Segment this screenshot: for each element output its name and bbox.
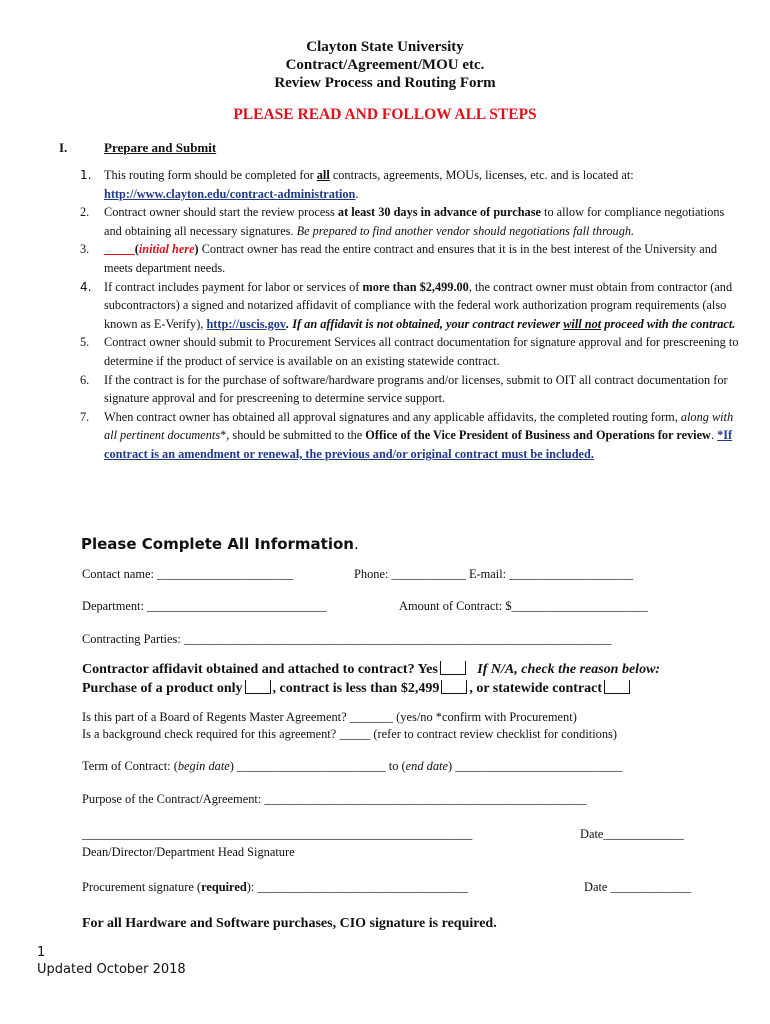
- amendment-note-link[interactable]: *If contract is an amendment or renewal, the previous and/or original contract must be included.: [104, 428, 733, 461]
- step-text: When contract owner has obtained all approval signatures and any applicable affidavits, the completed routing form, along with all pertinent documents*, should be submitted to the Office of the Vice President of Business and Operations for review. *If contract is an amendment or renewal, the previous and/or original contract must be included.: [104, 409, 734, 461]
- step-3: [80, 240, 740, 277]
- contract-admin-link[interactable]: http://www.clayton.edu/contract-administration: [104, 186, 356, 201]
- purpose-field[interactable]: Purpose of the Contract/Agreement: ____________________________________________________: [82, 792, 587, 806]
- updated-date: Updated October 2018: [37, 962, 186, 977]
- dean-signature-line[interactable]: _______________________________________________________________: [82, 827, 473, 841]
- step-1: [80, 166, 740, 203]
- product-only-box[interactable]: [245, 680, 271, 694]
- notice-heading: PLEASE READ AND FOLLOW ALL STEPS: [233, 106, 537, 123]
- step-text: If contract includes payment for labor or services of more than $2,499.00, the contract owner must obtain from contractor (and subcontractors) a signed and notarized affidavit of compliance with the federal work authorization program requirements (also known as E-Verify), http://uscis.gov. If an affidavit is not obtained, your contract reviewer will not proceed with the contract.: [104, 279, 736, 331]
- step-number: 1.: [80, 168, 92, 182]
- step-text: Contract owner should submit to Procurement Services all contract documentation for signature approval and for prescreening to determine if the product of service is available on an existing statewide contract.: [104, 335, 739, 368]
- affidavit-yes-box[interactable]: [440, 661, 466, 675]
- document-title: Clayton State University: [306, 39, 464, 55]
- department-field[interactable]: Department: _____________________________: [82, 599, 327, 613]
- form-heading: Please Complete All Information.: [81, 535, 359, 553]
- section-number: I.: [59, 140, 68, 155]
- document-subtitle-2: Review Process and Routing Form: [274, 75, 496, 91]
- background-check-question[interactable]: Is a background check required for this agreement? _____ (refer to contract review checklist for conditions): [82, 727, 617, 741]
- procurement-signature-field[interactable]: Procurement signature (required): __________________________________: [82, 880, 469, 894]
- section-title: Prepare and Submit: [104, 140, 217, 155]
- uscis-link[interactable]: http://uscis.gov: [206, 316, 287, 331]
- step-text: _____(initial here) Contract owner has read the entire contract and ensures that it is in the best interest of the University and meets department needs.: [104, 242, 718, 275]
- term-field[interactable]: Term of Contract: (begin date) ________________________ to (end date) ___________________________: [82, 759, 623, 773]
- initial-here-field[interactable]: _____: [104, 242, 135, 257]
- step-number: 5.: [80, 335, 90, 350]
- less-than-box[interactable]: [441, 680, 467, 694]
- cio-note: For all Hardware and Software purchases, CIO signature is required.: [82, 916, 497, 931]
- step-5: [80, 333, 740, 370]
- procurement-date-field[interactable]: Date _____________: [584, 880, 692, 894]
- amount-field[interactable]: Amount of Contract: $______________________: [399, 599, 648, 613]
- step-4: [80, 278, 740, 334]
- step-text: If the contract is for the purchase of software/hardware programs and/or licenses, submit to OIT all contract documentation for signature approval and for prescreening to determine service support.: [104, 372, 728, 406]
- contact-name-field[interactable]: Contact name: ______________________: [82, 567, 294, 581]
- step-number: 6.: [80, 372, 90, 387]
- affidavit-reasons: Purchase of a product only , contract is less than $2,499 , or statewide contract: [82, 680, 632, 697]
- step-number: 4.: [80, 279, 92, 294]
- dean-date-field[interactable]: Date_____________: [580, 827, 684, 841]
- step-6: [80, 371, 740, 408]
- step-number: 3.: [80, 242, 90, 257]
- contracting-parties-field[interactable]: Contracting Parties: _____________________________________________________________________: [82, 632, 612, 646]
- affidavit-question: Contractor affidavit obtained and attached to contract? Yes If N/A, check the reason below:: [82, 662, 661, 677]
- step-2: [80, 203, 740, 240]
- dean-signature-label: Dean/Director/Department Head Signature: [82, 845, 295, 859]
- statewide-box[interactable]: [604, 680, 630, 694]
- step-text: Contract owner should start the review process at least 30 days in advance of purchase to allow for compliance negotiations and obtaining all necessary signatures. Be prepared to find another vendor should negotiations fall through.: [104, 205, 725, 238]
- steps-list: [80, 166, 740, 464]
- step-number: 2.: [80, 205, 90, 220]
- document-subtitle: Contract/Agreement/MOU etc.: [285, 57, 485, 73]
- bor-question[interactable]: Is this part of a Board of Regents Master Agreement? _______ (yes/no *confirm with Procurement): [82, 710, 577, 724]
- phone-email-field[interactable]: Phone: ____________ E-mail: ____________________: [354, 567, 634, 581]
- step-text: This routing form should be completed for all contracts, agreements, MOUs, licenses, etc. and is located at: http://www.clayton.edu/contract-administration.: [104, 168, 634, 201]
- page-number: 1: [37, 945, 46, 960]
- step-7: [80, 408, 740, 464]
- step-number: 7.: [80, 409, 90, 424]
